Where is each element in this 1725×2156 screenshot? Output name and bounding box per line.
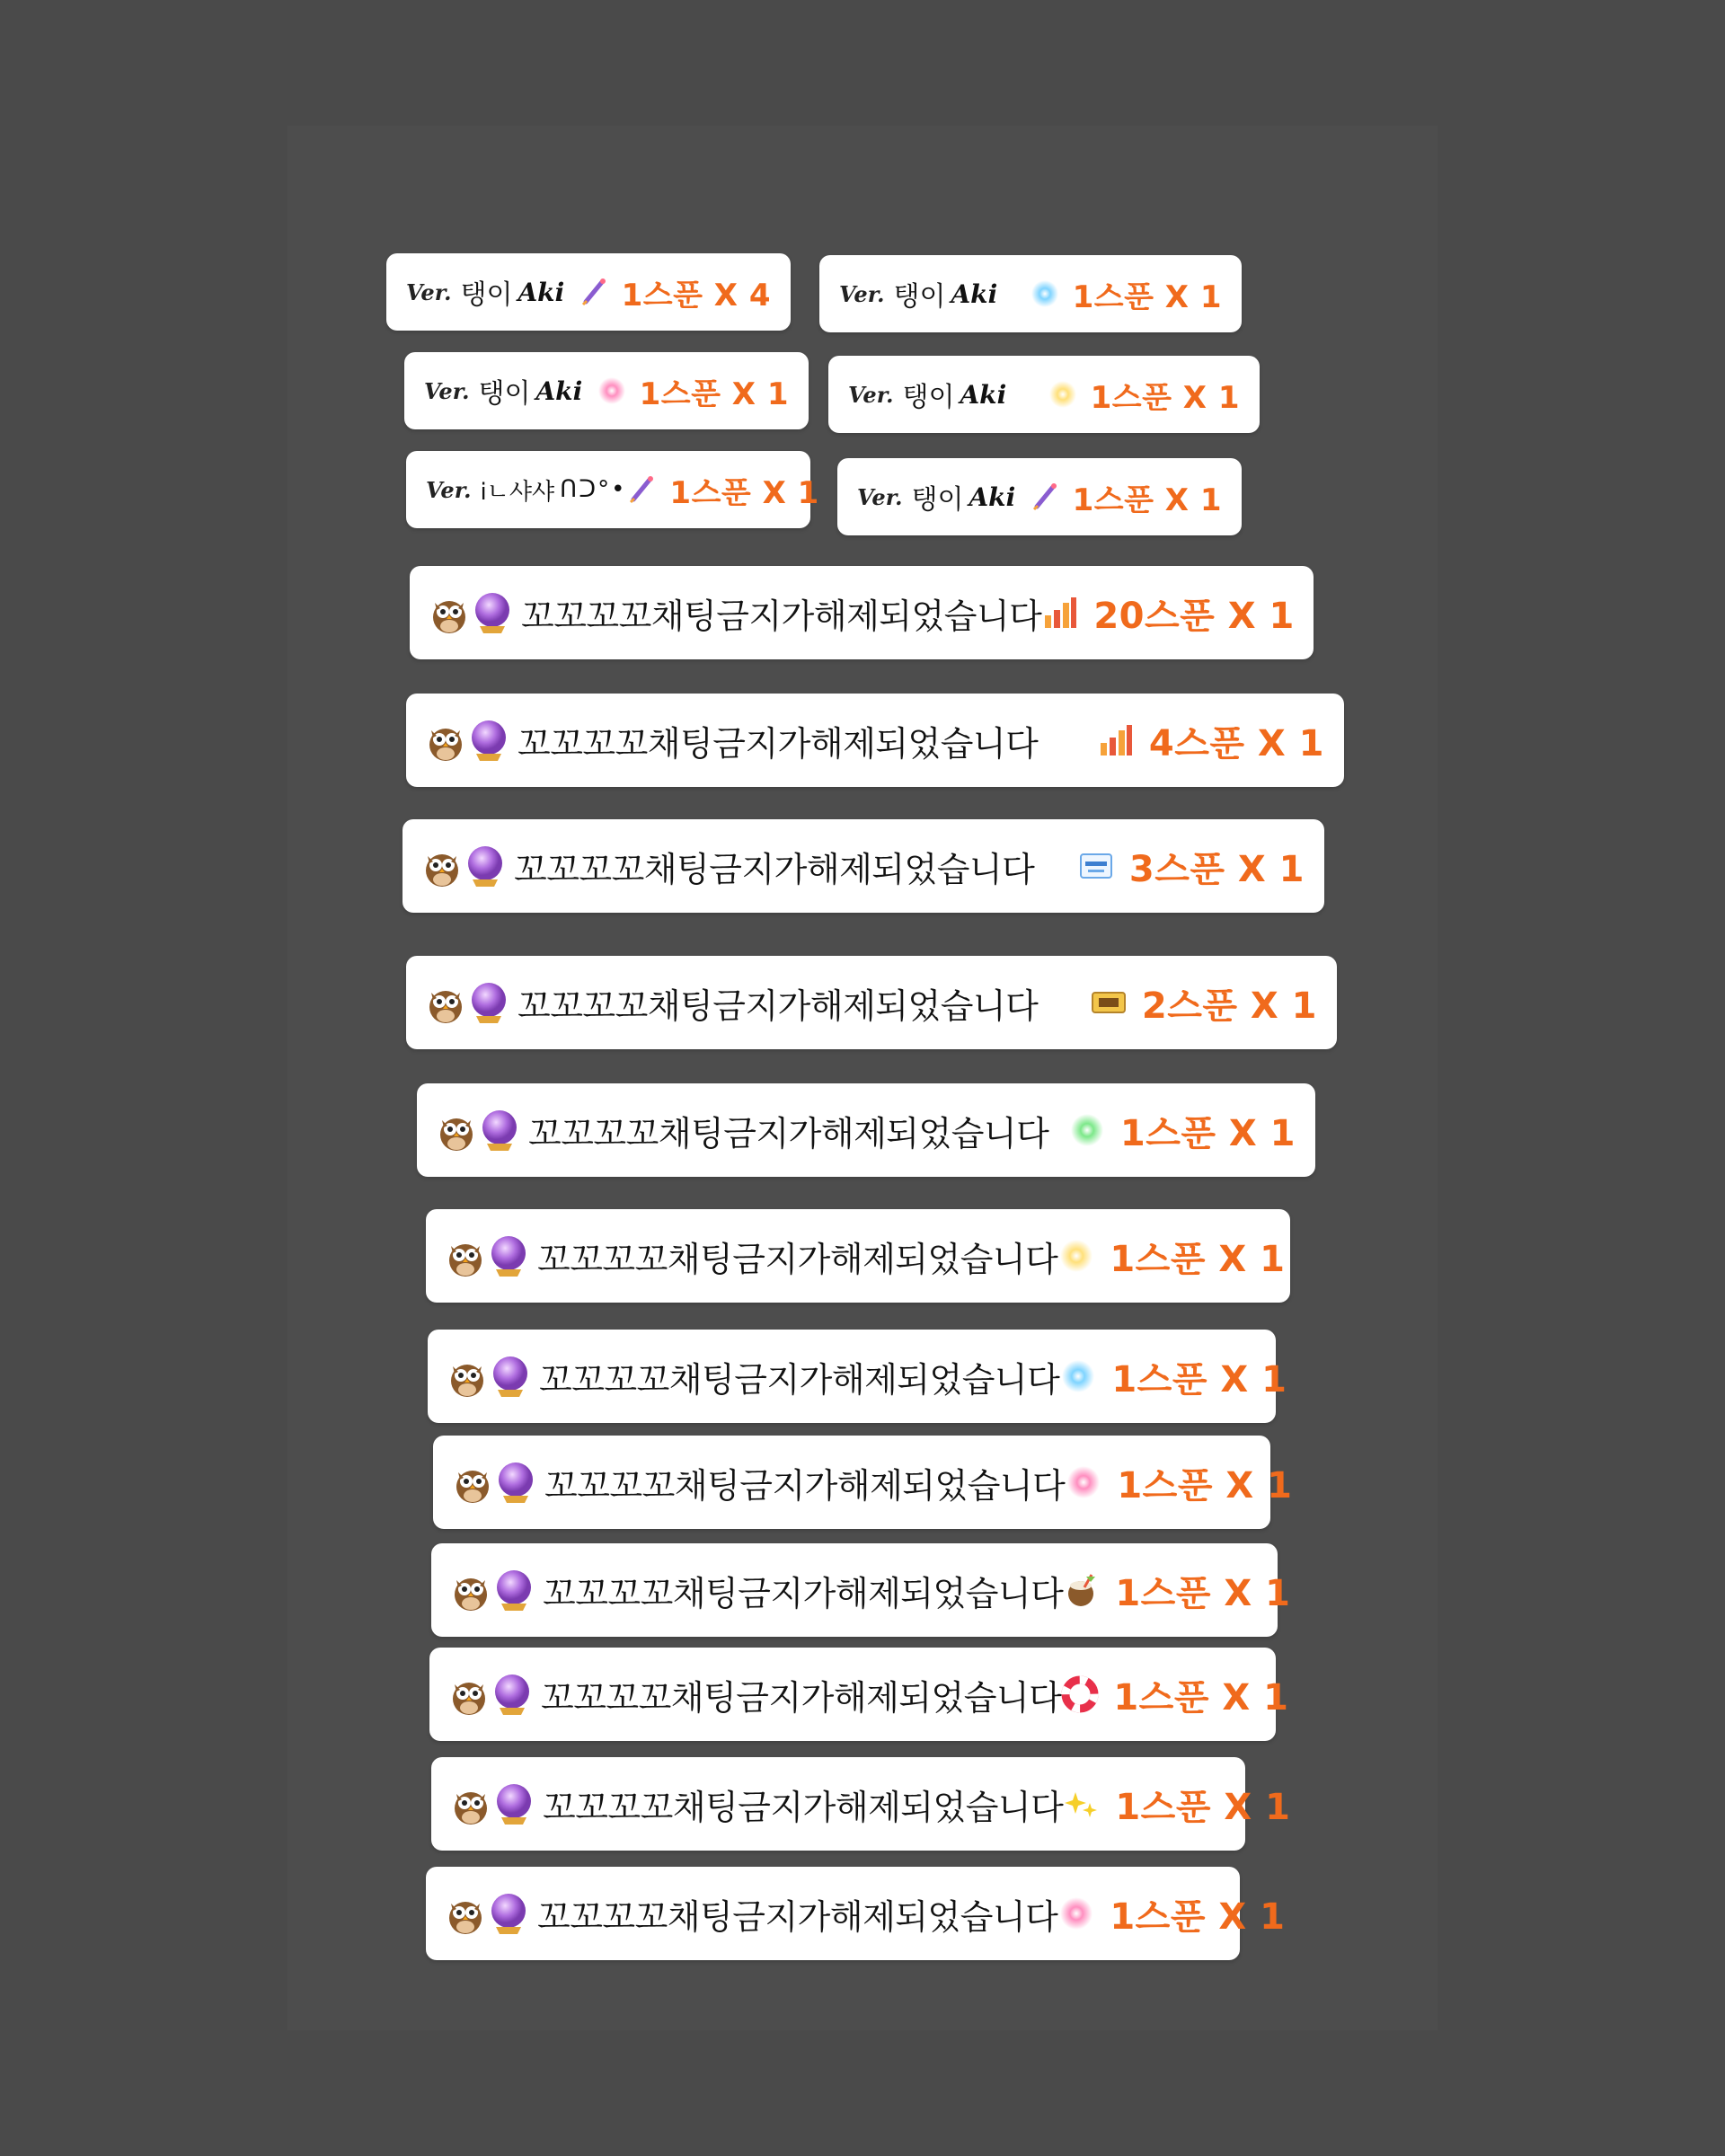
spoon-amount: 20스푼 X 1 bbox=[1093, 595, 1295, 637]
nickname: 탱이 bbox=[478, 378, 531, 410]
crystal-ball-icon bbox=[489, 1891, 528, 1936]
owl-icon bbox=[426, 980, 465, 1025]
signature: Aki bbox=[951, 278, 998, 309]
crystal-ball-icon bbox=[496, 1460, 535, 1505]
firework-rocket-icon bbox=[626, 474, 657, 505]
message-chip[interactable] bbox=[431, 1543, 1291, 1637]
message-chip[interactable] bbox=[402, 819, 1324, 913]
crystal-ball-icon bbox=[469, 980, 509, 1025]
owl-icon bbox=[449, 1672, 489, 1717]
owl-icon bbox=[446, 1233, 485, 1278]
spoon-amount: 4스푼 X 1 bbox=[1148, 722, 1324, 764]
message-text: 꼬꼬꼬꼬채팅금지가해제되었습니다 bbox=[521, 596, 1042, 636]
version-chip[interactable] bbox=[406, 451, 819, 528]
lifebuoy-icon bbox=[1061, 1675, 1099, 1713]
spoon-amount: 1스푼 X 1 bbox=[1072, 482, 1222, 518]
owl-icon bbox=[426, 718, 465, 763]
owl-icon bbox=[451, 1781, 491, 1826]
message-text: 꼬꼬꼬꼬채팅금지가해제되었습니다 bbox=[518, 985, 1039, 1026]
message-chip[interactable] bbox=[410, 566, 1314, 659]
blue-sparkle-icon bbox=[1059, 1357, 1097, 1395]
spoon-amount: 1스푼 X 1 bbox=[1115, 1572, 1291, 1614]
gift-chart-icon bbox=[1041, 594, 1079, 632]
owl-icon bbox=[429, 590, 469, 635]
spoon-amount: 1스푼 X 1 bbox=[1072, 278, 1222, 315]
message-text: 꼬꼬꼬꼬채팅금지가해제되었습니다 bbox=[543, 1787, 1064, 1827]
spoon-amount: 1스푼 X 1 bbox=[1110, 1238, 1286, 1280]
spoon-amount: 2스푼 X 1 bbox=[1141, 985, 1317, 1027]
gold-ticket-icon bbox=[1090, 984, 1128, 1021]
message-chip[interactable] bbox=[406, 694, 1344, 787]
owl-icon bbox=[453, 1460, 492, 1505]
owl-icon bbox=[437, 1108, 476, 1153]
sticker-banner-icon bbox=[1077, 847, 1115, 885]
message-text: 꼬꼬꼬꼬채팅금지가해제되었습니다 bbox=[514, 849, 1035, 889]
yellow-sparkle-icon bbox=[1057, 1237, 1095, 1275]
version-chip[interactable] bbox=[837, 458, 1242, 535]
nickname: iㄴ샤샤 bbox=[480, 478, 555, 506]
spoon-amount: 3스푼 X 1 bbox=[1128, 848, 1305, 890]
crystal-ball-icon bbox=[469, 718, 509, 763]
message-text: 꼬꼬꼬꼬채팅금지가해제되었습니다 bbox=[539, 1359, 1060, 1400]
message-text: 꼬꼬꼬꼬채팅금지가해제되었습니다 bbox=[544, 1465, 1066, 1506]
version-label: Ver. bbox=[848, 381, 894, 408]
message-chip[interactable] bbox=[417, 1083, 1315, 1177]
sparkles-icon bbox=[1063, 1785, 1101, 1823]
message-text: 꼬꼬꼬꼬채팅금지가해제되었습니다 bbox=[537, 1896, 1058, 1937]
message-chip[interactable] bbox=[406, 956, 1337, 1049]
nickname: 탱이 bbox=[911, 484, 964, 516]
spoon-amount: 1스푼 X 1 bbox=[1113, 1676, 1289, 1719]
signature: Aki bbox=[960, 379, 1007, 410]
signature: ᑎᑐ°• bbox=[560, 476, 627, 503]
nickname: 탱이 bbox=[902, 382, 955, 413]
pink-sparkle-icon bbox=[1057, 1895, 1095, 1932]
message-text: 꼬꼬꼬꼬채팅금지가해제되었습니다 bbox=[518, 723, 1039, 764]
crystal-ball-icon bbox=[473, 590, 512, 635]
owl-icon bbox=[451, 1568, 491, 1613]
nickname: 탱이 bbox=[893, 281, 946, 313]
version-chip[interactable] bbox=[819, 255, 1242, 332]
version-chip[interactable] bbox=[404, 352, 809, 429]
signature: Aki bbox=[969, 482, 1016, 512]
version-label: Ver. bbox=[839, 280, 885, 307]
version-label: Ver. bbox=[406, 278, 452, 305]
crystal-ball-icon bbox=[494, 1568, 534, 1613]
owl-icon bbox=[422, 844, 462, 888]
coconut-drink-icon bbox=[1063, 1571, 1101, 1609]
yellow-sparkle-icon bbox=[1048, 379, 1078, 410]
green-sparkle-icon bbox=[1068, 1111, 1106, 1149]
spoon-amount: 1스푼 X 4 bbox=[621, 277, 771, 314]
message-chip[interactable] bbox=[428, 1330, 1287, 1423]
message-chip[interactable] bbox=[426, 1867, 1286, 1960]
version-label: Ver. bbox=[857, 483, 903, 510]
version-chip[interactable] bbox=[828, 356, 1260, 433]
gift-chart-icon bbox=[1097, 721, 1135, 759]
spoon-amount: 1스푼 X 1 bbox=[1110, 1895, 1286, 1938]
message-text: 꼬꼬꼬꼬채팅금지가해제되었습니다 bbox=[537, 1239, 1058, 1279]
spoon-amount: 1스푼 X 1 bbox=[1117, 1464, 1293, 1507]
signature: Aki bbox=[518, 277, 565, 307]
firework-rocket-icon bbox=[1030, 482, 1060, 512]
owl-icon bbox=[447, 1354, 487, 1399]
spoon-amount: 1스푼 X 1 bbox=[669, 474, 819, 511]
message-chip[interactable] bbox=[429, 1648, 1289, 1741]
message-chip[interactable] bbox=[431, 1757, 1291, 1851]
crystal-ball-icon bbox=[489, 1233, 528, 1278]
spoon-amount: 1스푼 X 1 bbox=[639, 376, 789, 412]
crystal-ball-icon bbox=[491, 1354, 530, 1399]
crystal-ball-icon bbox=[492, 1672, 532, 1717]
signature: Aki bbox=[535, 376, 583, 406]
version-label: Ver. bbox=[424, 377, 470, 404]
spoon-amount: 1스푼 X 1 bbox=[1119, 1112, 1296, 1154]
spoon-amount: 1스푼 X 1 bbox=[1115, 1786, 1291, 1828]
message-text: 꼬꼬꼬꼬채팅금지가해제되었습니다 bbox=[541, 1677, 1062, 1718]
message-chip[interactable] bbox=[433, 1436, 1293, 1529]
message-text: 꼬꼬꼬꼬채팅금지가해제되었습니다 bbox=[543, 1573, 1064, 1613]
version-label: Ver. bbox=[426, 476, 472, 503]
version-chip[interactable] bbox=[386, 253, 791, 331]
message-text: 꼬꼬꼬꼬채팅금지가해제되었습니다 bbox=[528, 1113, 1049, 1153]
pink-sparkle-icon bbox=[597, 376, 627, 406]
firework-rocket-icon bbox=[579, 277, 609, 307]
crystal-ball-icon bbox=[494, 1781, 534, 1826]
pink-sparkle-icon bbox=[1065, 1463, 1102, 1501]
blue-sparkle-icon bbox=[1030, 278, 1060, 309]
crystal-ball-icon bbox=[480, 1108, 519, 1153]
crystal-ball-icon bbox=[465, 844, 505, 888]
spoon-amount: 1스푼 X 1 bbox=[1090, 379, 1240, 416]
spoon-amount: 1스푼 X 1 bbox=[1111, 1358, 1287, 1401]
nickname: 탱이 bbox=[460, 279, 513, 311]
owl-icon bbox=[446, 1891, 485, 1936]
message-chip[interactable] bbox=[426, 1209, 1290, 1303]
